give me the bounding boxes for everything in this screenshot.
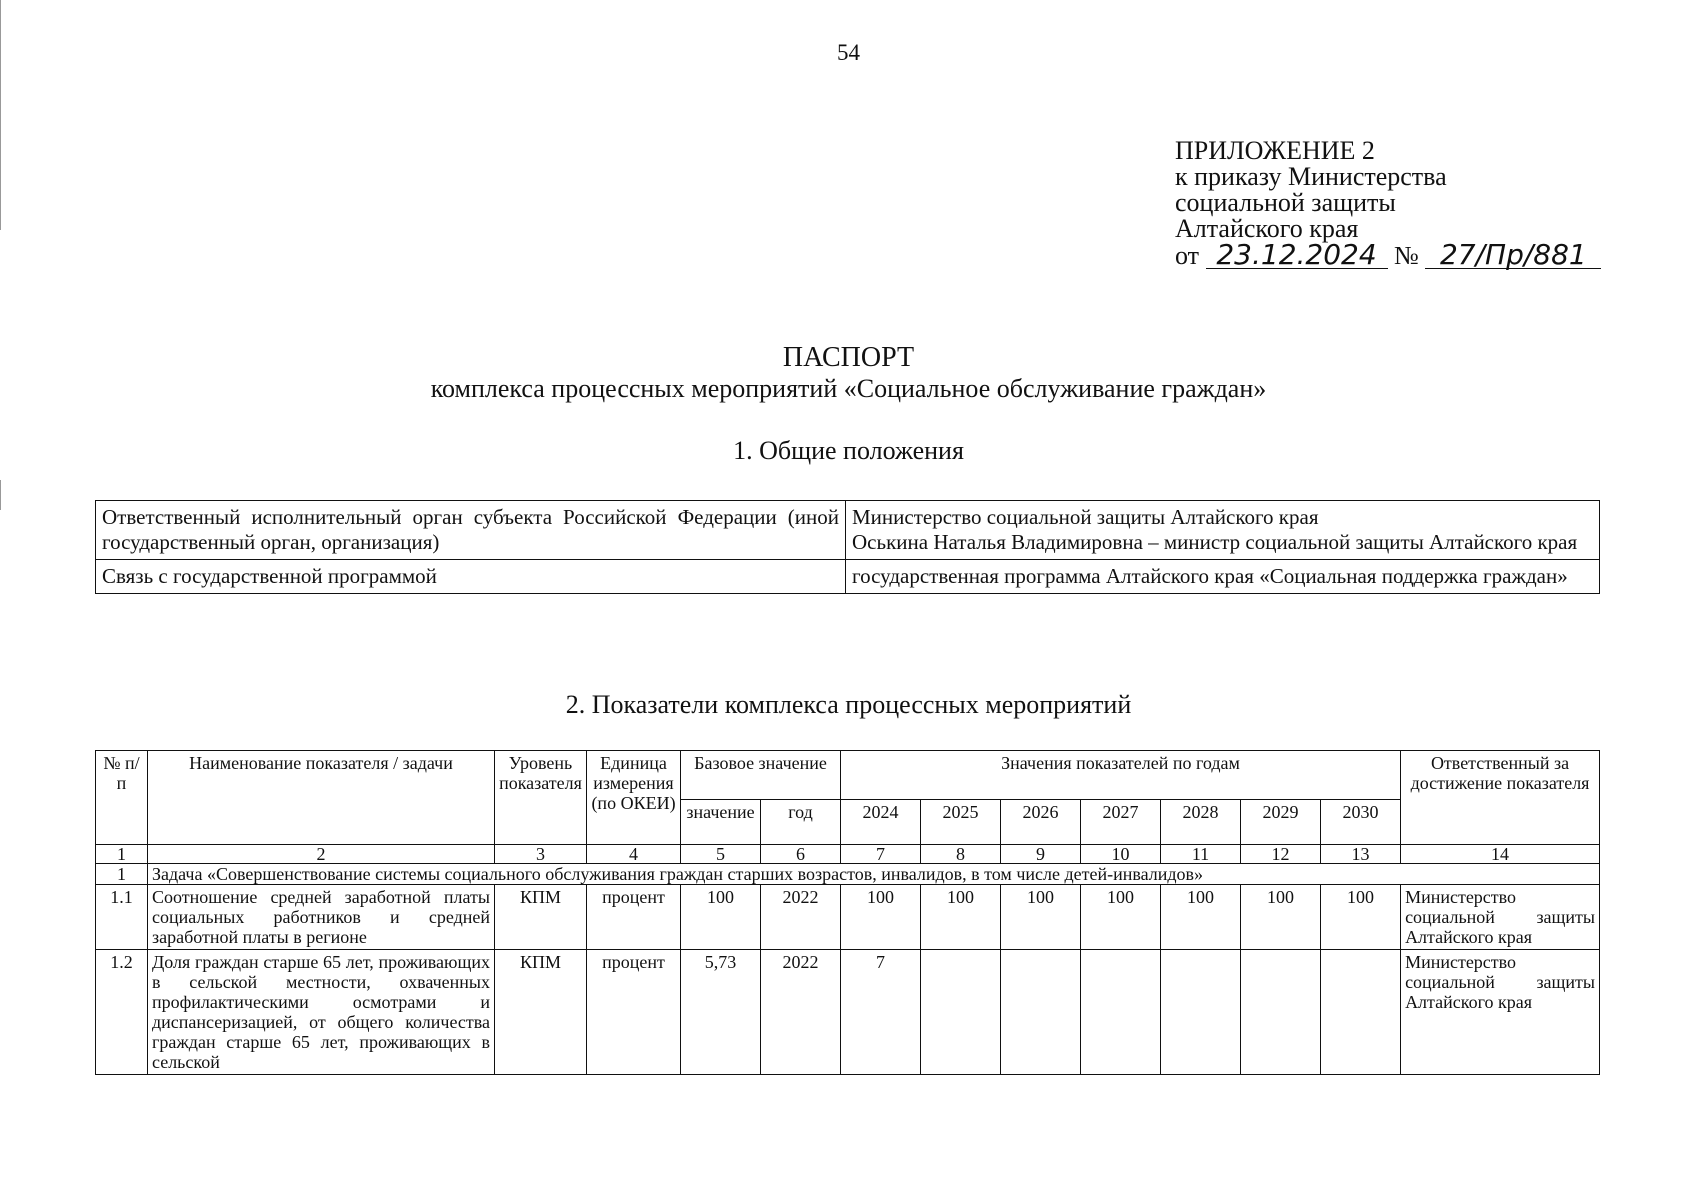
column-number: 2 [148,845,495,864]
column-number: 6 [761,845,841,864]
header-year: 2027 [1081,800,1161,845]
year-value [1241,950,1321,1075]
column-number: 4 [587,845,681,864]
table-row [96,501,1600,560]
header-year: 2030 [1321,800,1401,845]
approval-title: ПРИЛОЖЕНИЕ 2 [1175,136,1375,165]
general-provisions-table [95,500,1600,594]
base-year: 2022 [761,950,841,1075]
program-link-value [846,560,1600,594]
year-value: 100 [921,885,1001,950]
column-number: 3 [495,845,587,864]
indicator-level: КПМ [495,950,587,1075]
base-value: 5,73 [681,950,761,1075]
year-value [1161,950,1241,1075]
task-row [96,864,1600,885]
responsible-organ-value [846,501,1600,560]
column-number: 7 [841,845,921,864]
section-1-heading: 1. Общие положения [733,436,964,465]
scan-margin-line [0,480,1,510]
header-unit: Единица измерения (по ОКЕИ) [587,751,681,845]
column-number-row [96,845,1600,864]
responsible: Министерство социальной защиты Алтайского края [1401,950,1600,1075]
header-year: 2025 [921,800,1001,845]
column-number: 12 [1241,845,1321,864]
table-row [96,885,1600,950]
header-year: 2029 [1241,800,1321,845]
column-number: 8 [921,845,1001,864]
year-value [1001,950,1081,1075]
document-subtitle: комплекса процессных мероприятий «Социальное обслуживание граждан» [430,374,1267,403]
responsible-organ-label: Ответственный исполнительный орган субъекта Российской Федерации (иной государственный орган, организация) [96,501,846,560]
responsible: Министерство социальной защиты Алтайского края [1401,885,1600,950]
value-line: государственная программа Алтайского края «Социальная поддержка граждан» [852,564,1568,588]
approval-line-3: Алтайского края [1175,214,1359,243]
scan-margin-line [0,0,1,230]
indicator-name: Соотношение средней заработной платы социальных работников и средней заработной платы в регионе [148,885,495,950]
task-num: 1 [96,864,148,885]
approval-date-line [1175,238,1601,271]
header-name: Наименование показателя / задачи [148,751,495,845]
handwritten-date: 23.12.2024 [1206,242,1388,269]
column-number: 13 [1321,845,1401,864]
document-title: ПАСПОРТ [782,342,915,373]
column-number: 10 [1081,845,1161,864]
program-link-label: Связь с государственной программой [96,560,846,594]
year-value: 100 [1321,885,1401,950]
indicator-unit: процент [587,885,681,950]
number-prefix: № [1394,241,1419,270]
year-value: 7 [841,950,921,1075]
indicator-name: Доля граждан старше 65 лет, проживающих в сельской местности, охваченных профилактическими осмотрами и диспансеризацией, от общего количества граждан старше 65 лет, проживающих в сельской [148,950,495,1075]
column-number: 11 [1161,845,1241,864]
column-number: 5 [681,845,761,864]
year-value: 100 [1241,885,1321,950]
column-number: 1 [96,845,148,864]
year-value: 100 [841,885,921,950]
row-num: 1.2 [96,950,148,1075]
header-base-year: год [761,800,841,845]
handwritten-number: 27/Пр/881 [1425,242,1601,269]
year-value: 100 [1081,885,1161,950]
column-number: 14 [1401,845,1600,864]
task-text: Задача «Совершенствование системы социального обслуживания граждан старших возрастов, инвалидов, в том числе детей-инвалидов» [148,864,1600,885]
approval-line-2: социальной защиты [1175,188,1396,217]
header-base: Базовое значение [681,751,841,800]
year-value: 100 [1161,885,1241,950]
column-number: 9 [1001,845,1081,864]
header-year: 2024 [841,800,921,845]
date-prefix: от [1175,241,1200,270]
year-value [921,950,1001,1075]
year-value [1081,950,1161,1075]
table-row [96,560,1600,594]
header-base-value: значение [681,800,761,845]
section-2-heading: 2. Показатели комплекса процессных мероприятий [565,690,1132,719]
value-line: Министерство социальной защиты Алтайского края [852,505,1319,529]
header-responsible: Ответственный за достижение показателя [1401,751,1600,845]
header-year: 2028 [1161,800,1241,845]
row-num: 1.1 [96,885,148,950]
indicators-table [95,750,1600,1075]
table-row [96,950,1600,1075]
base-value: 100 [681,885,761,950]
header-level: Уровень показателя [495,751,587,845]
base-year: 2022 [761,885,841,950]
indicator-level: КПМ [495,885,587,950]
value-line: Оськина Наталья Владимировна – министр социальной защиты Алтайского края [852,530,1578,554]
page-number: 54 [837,40,860,65]
header-years-group: Значения показателей по годам [841,751,1401,800]
approval-line-1: к приказу Министерства [1175,162,1447,191]
indicator-unit: процент [587,950,681,1075]
year-value [1321,950,1401,1075]
header-year: 2026 [1001,800,1081,845]
year-value: 100 [1001,885,1081,950]
header-row [96,751,1600,800]
approval-block [1175,138,1601,269]
header-num: № п/п [96,751,148,845]
